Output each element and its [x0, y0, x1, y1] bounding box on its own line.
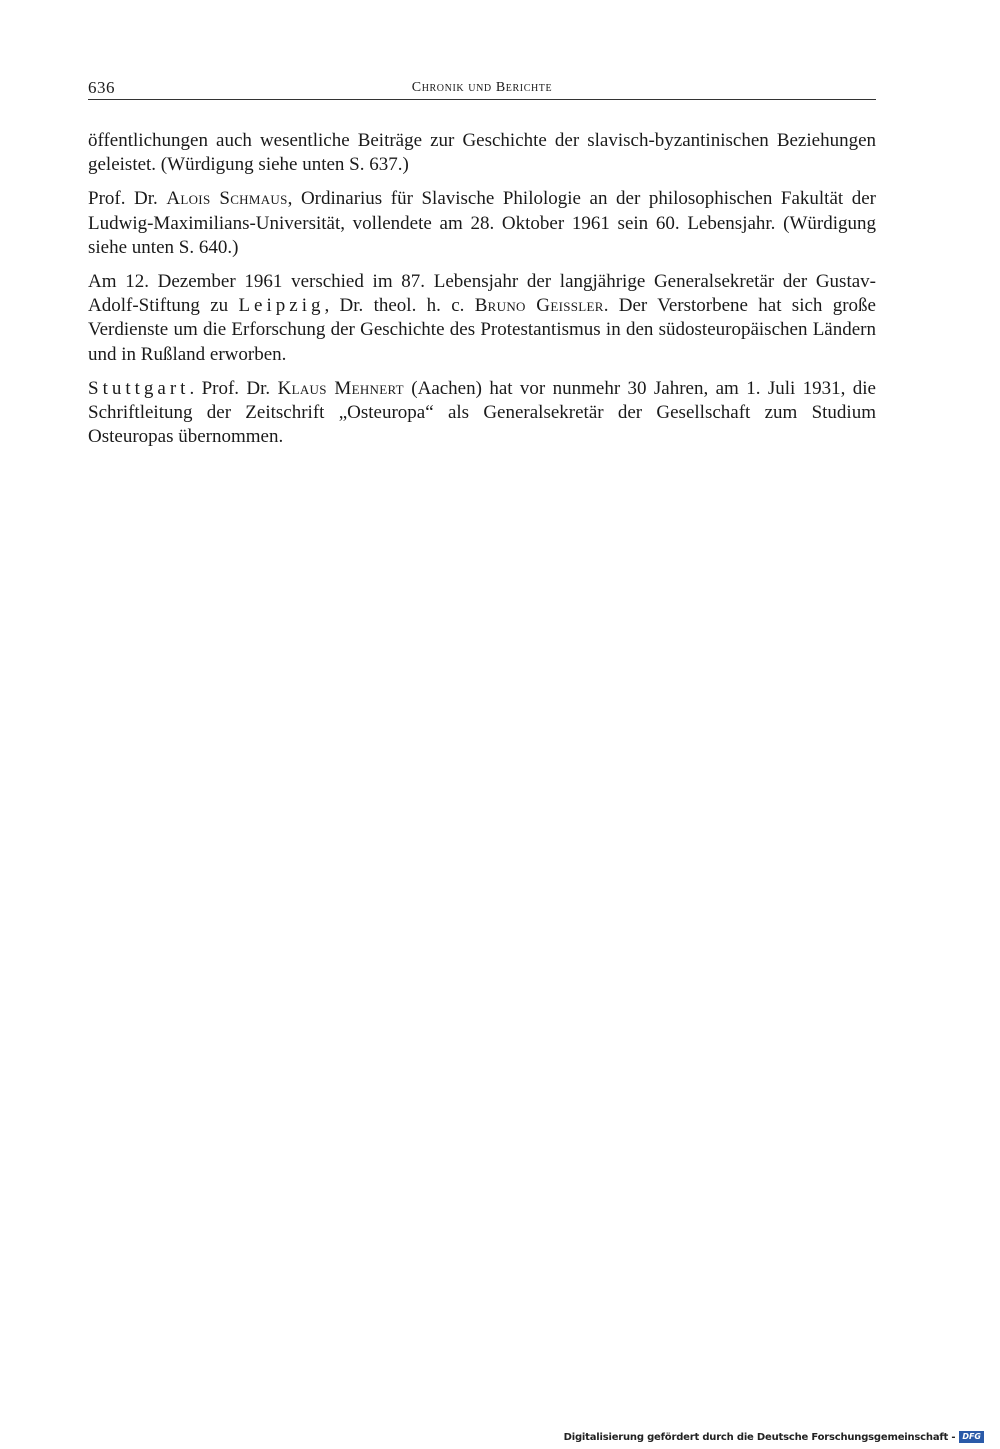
body-text — [88, 129, 876, 459]
header-rule — [88, 99, 876, 100]
paragraph-3-text-b: , Dr. theol. h. c. — [324, 295, 475, 317]
paragraph-4-text-b: (Aachen) hat vor nunmehr 30 Jahren, am 1. Juli 1931, die Schriftleitung der Zeitschrift „Osteuropa“ als Generalsekretär der Gesellschaft zum Studium Osteuropas übernommen. — [88, 377, 876, 448]
digitization-footer — [564, 1429, 984, 1445]
person-name-geissler: Bruno Geissler — [474, 295, 604, 317]
paragraph-1 — [88, 129, 876, 177]
paragraph-4 — [88, 377, 876, 450]
paragraph-3 — [88, 270, 876, 367]
footer-credit: Digitalisierung gefördert durch die Deutsche Forschungsgemeinschaft - — [563, 1431, 956, 1443]
dfg-logo: DFG — [959, 1431, 984, 1443]
paragraph-3-text-a: Am 12. Dezember 1961 verschied im 87. Lebensjahr der langjährige Generalsekretär der Gustav-Adolf-Stiftung zu — [88, 271, 876, 317]
paragraph-3-text-c: . Der Verstorbene hat sich große Verdienste um die Erforschung der Geschichte des Protestantismus in den südosteuropäischen Ländern und in Rußland erworben. — [88, 295, 876, 365]
page-header — [88, 78, 876, 100]
place-leipzig: Leipzig — [238, 295, 325, 317]
paragraph-2-text: , Ordinarius für Slavische Philologie an der philosophischen Fakultät der Ludwig-Maximilians-Universität, vollendete am 28. Oktober 1961 sein 60. Lebensjahr. (Würdigung siehe unten S. 640.) — [88, 188, 876, 258]
paragraph-1-text: öffentlichungen auch wesentliche Beiträge zur Geschichte der slavisch-byzantinischen Beziehungen geleistet. (Würdigung siehe unten S. 637.) — [88, 130, 876, 176]
place-stuttgart: Stuttgart — [88, 377, 190, 399]
paragraph-2-prefix: Prof. Dr. — [88, 188, 167, 210]
person-name-schmaus: Alois Schmaus — [166, 188, 288, 210]
paragraph-4-text-a: . Prof. Dr. — [189, 377, 278, 399]
person-name-mehnert: Klaus Mehnert — [277, 377, 404, 399]
running-head: Chronik und Berichte — [411, 80, 553, 95]
paragraph-2 — [88, 187, 876, 260]
page-number: 636 — [88, 78, 115, 97]
